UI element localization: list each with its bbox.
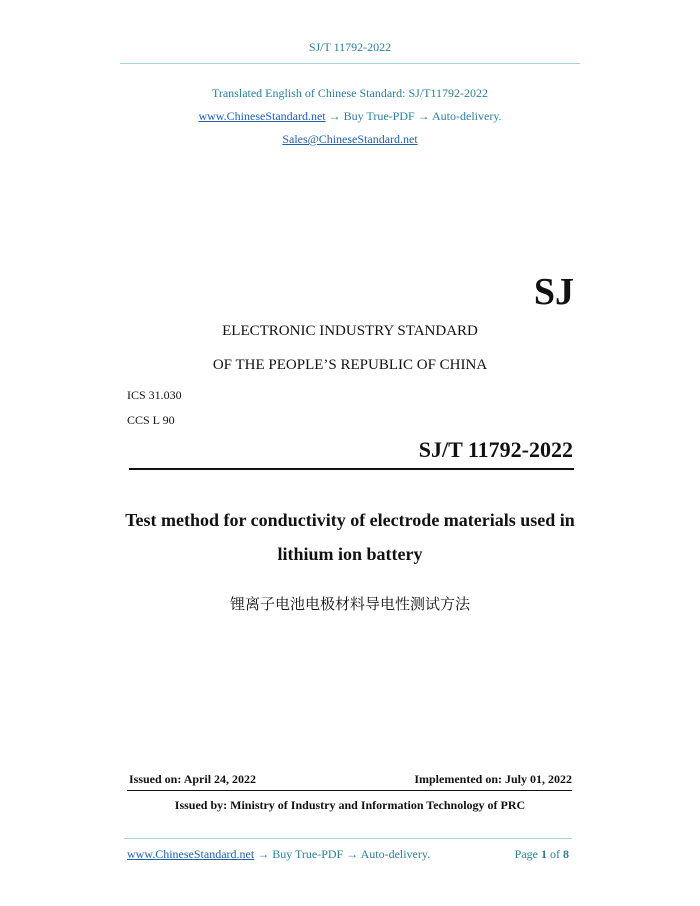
buy-text: → Buy True-PDF → Auto-delivery. (325, 109, 502, 123)
footer-site-link[interactable]: www.ChineseStandard.net (127, 847, 255, 861)
standard-type-line1: ELECTRONIC INDUSTRY STANDARD (222, 323, 478, 339)
title-line1: Test method for conductivity of electrode materials used in (125, 510, 575, 530)
page-word: Page (514, 847, 538, 861)
implemented-on: Implemented on: July 01, 2022 (414, 772, 572, 786)
header-divider (120, 63, 580, 64)
title-divider (129, 468, 574, 470)
issued-by: Issued by: Ministry of Industry and Information Technology of PRC (174, 798, 526, 812)
ics-code: ICS 31.030 (127, 388, 182, 402)
sj-logo: SJ (533, 271, 574, 313)
page-current: 1 (541, 847, 547, 861)
page-indicator (0, 847, 569, 862)
chinese-title: 锂离子电池电极材料导电性测试方法 (229, 595, 470, 613)
header-doc-code: SJ/T 11792-2022 (308, 40, 392, 54)
standard-number: SJ/T 11792-2022 (418, 437, 573, 462)
email-line (0, 132, 700, 147)
footer-divider (124, 838, 572, 839)
issued-divider (127, 790, 572, 791)
site-link[interactable]: www.ChineseStandard.net (198, 109, 326, 123)
page-of: of (550, 847, 560, 861)
standard-type-line2: OF THE PEOPLE’S REPUBLIC OF CHINA (212, 357, 488, 373)
translation-buy-line (0, 109, 700, 124)
issued-on: Issued on: April 24, 2022 (129, 772, 257, 786)
title-line2: lithium ion battery (277, 544, 423, 564)
footer-buy-text: → Buy True-PDF → Auto-delivery. (254, 847, 431, 861)
ccs-code: CCS L 90 (127, 413, 175, 427)
page-total: 8 (563, 847, 569, 861)
sales-email-link[interactable]: Sales@ChineseStandard.net (282, 132, 418, 146)
translation-notice: Translated English of Chinese Standard: SJ/T11792-2022 (211, 86, 489, 100)
